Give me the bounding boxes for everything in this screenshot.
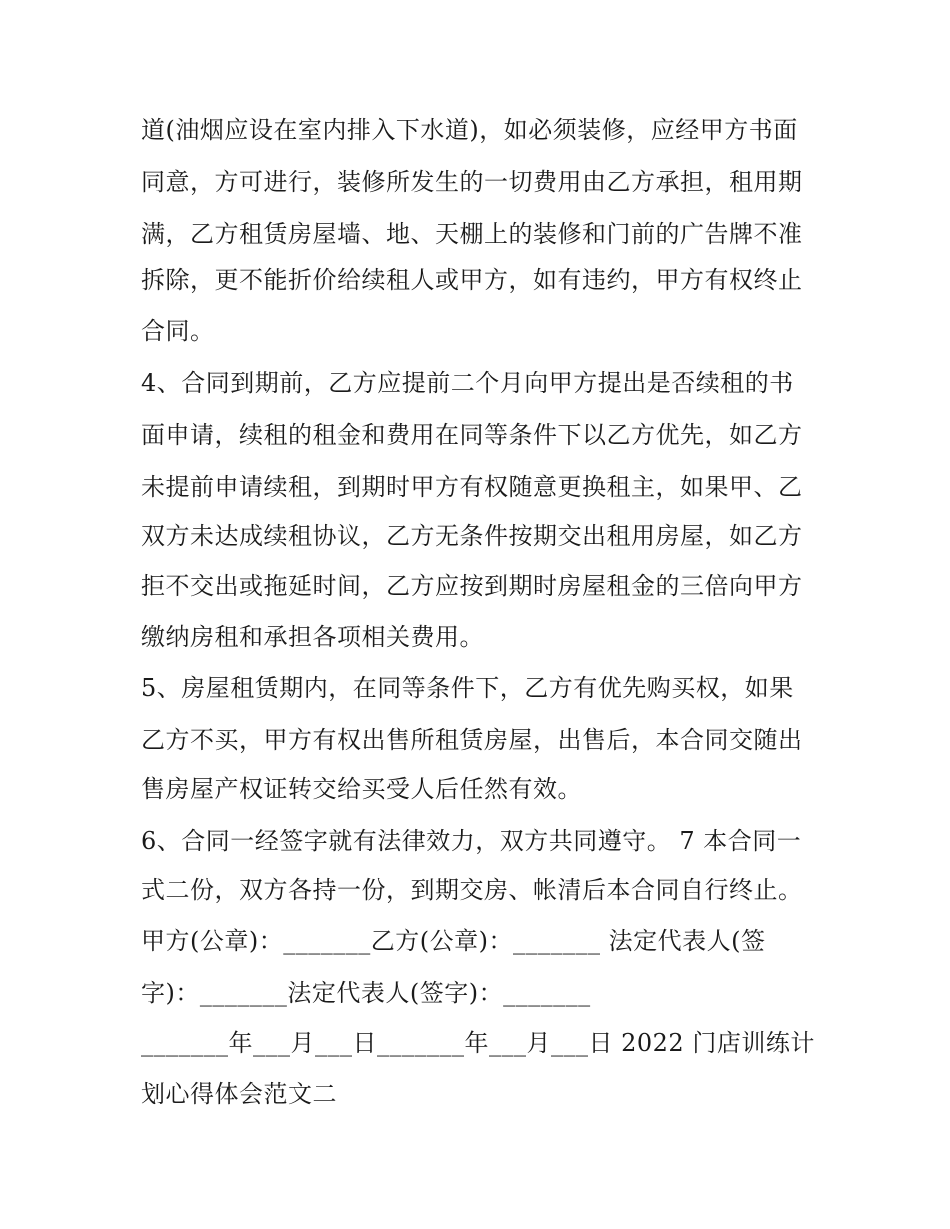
text-line: 同意，方可进行，装修所发生的一切费用由乙方承担，租用期 [141,168,803,196]
text-line: 面申请，续租的租金和费用在同等条件下以乙方优先，如乙方 [141,421,803,449]
text-line: 甲方(公章)：_______乙方(公章)：_______ 法定代表人(签 [141,927,766,955]
text-line: 式二份，双方各持一份，到期交房、帐清后本合同自行终止。 [141,876,803,904]
text-line: 6、合同一经签字就有法律效力，双方共同遵守。 7 本合同一 [141,827,802,855]
text-line: 5、房屋租赁期内，在同等条件下，乙方有优先购买权，如果 [141,674,794,702]
text-line: 划心得体会范文二 [141,1080,337,1108]
text-line: 未提前申请续租，到期时甲方有权随意更换租主，如果甲、乙 [141,473,803,501]
text-line: 道(油烟应设在室内排入下水道)，如必须装修，应经甲方书面 [141,116,798,144]
text-line: 双方未达成续租协议，乙方无条件按期交出租用房屋，如乙方 [141,522,803,550]
text-line: 拆除，更不能折价给续租人或甲方，如有违约，甲方有权终止 [141,266,803,294]
text-line: 缴纳房租和承担各项相关费用。 [141,623,484,651]
text-line: 乙方不买，甲方有权出售所租赁房屋，出售后，本合同交随出 [141,726,803,754]
text-line: 合同。 [141,317,215,345]
text-line: 拒不交出或拖延时间，乙方应按到期时房屋租金的三倍向甲方 [141,572,803,600]
text-line: 售房屋产权证转交给买受人后任然有效。 [141,775,582,803]
text-line: 4、合同到期前，乙方应提前二个月向甲方提出是否续租的书 [141,369,794,397]
text-line: 满，乙方租赁房屋墙、地、天棚上的装修和门前的广告牌不准 [141,220,803,248]
text-line: 字)：_______法定代表人(签字)：_______ [141,979,591,1007]
text-line: _______年___月___日_______年___月___日 2022 门店训练计 [141,1029,815,1057]
